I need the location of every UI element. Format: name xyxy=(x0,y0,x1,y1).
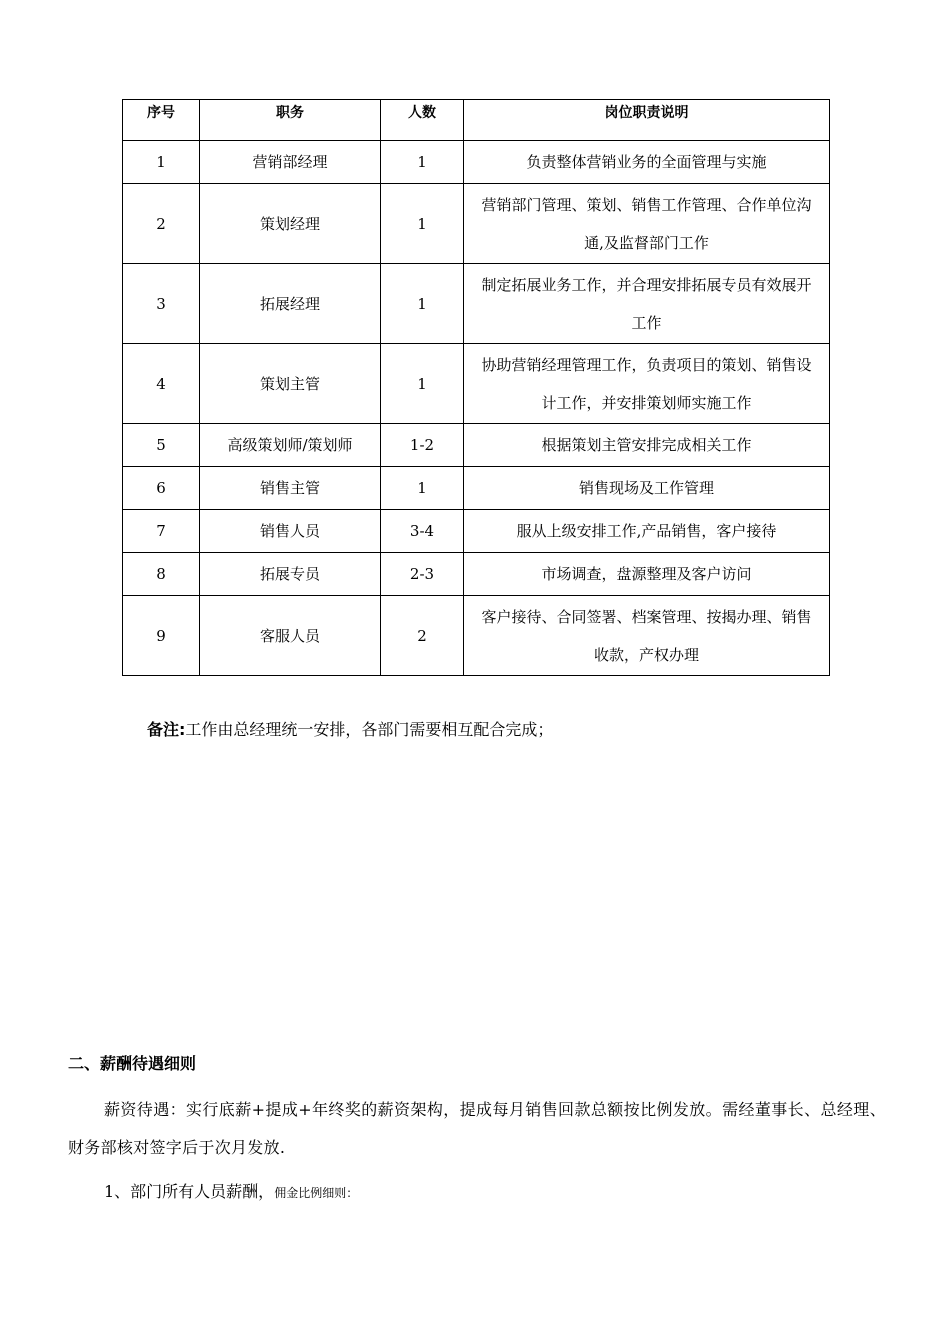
commission-item xyxy=(104,1177,358,1208)
cell-description: 制定拓展业务工作，并合理安排拓展专员有效展开工作 xyxy=(464,264,830,344)
cell-count: 1 xyxy=(381,467,464,510)
cell-position: 销售主管 xyxy=(200,467,381,510)
cell-index: 6 xyxy=(123,467,200,510)
cell-description: 负责整体营销业务的全面管理与实施 xyxy=(464,141,830,184)
cell-count: 1 xyxy=(381,344,464,424)
table-row xyxy=(123,467,830,510)
cell-index: 7 xyxy=(123,510,200,553)
cell-index: 2 xyxy=(123,184,200,264)
cell-position: 客服人员 xyxy=(200,596,381,676)
table-note xyxy=(147,716,553,744)
cell-description: 服从上级安排工作,产品销售，客户接待 xyxy=(464,510,830,553)
table-row xyxy=(123,344,830,424)
cell-position: 拓展经理 xyxy=(200,264,381,344)
cell-position: 拓展专员 xyxy=(200,553,381,596)
cell-count: 2-3 xyxy=(381,553,464,596)
cell-description: 销售现场及工作管理 xyxy=(464,467,830,510)
cell-position: 营销部经理 xyxy=(200,141,381,184)
commission-item-note: 佣金比例细则： xyxy=(274,1186,359,1200)
table-header-row xyxy=(123,100,830,141)
table-row xyxy=(123,510,830,553)
table-row xyxy=(123,553,830,596)
cell-count: 2 xyxy=(381,596,464,676)
commission-item-main: 1、部门所有人员薪酬， xyxy=(104,1182,275,1201)
table-row xyxy=(123,596,830,676)
cell-position: 策划经理 xyxy=(200,184,381,264)
cell-index: 5 xyxy=(123,424,200,467)
cell-index: 8 xyxy=(123,553,200,596)
cell-position: 销售人员 xyxy=(200,510,381,553)
cell-index: 4 xyxy=(123,344,200,424)
cell-index: 3 xyxy=(123,264,200,344)
header-description: 岗位职责说明 xyxy=(464,100,830,141)
section-heading: 二、薪酬待遇细则 xyxy=(68,1054,197,1073)
header-count: 人数 xyxy=(381,100,464,141)
cell-description: 营销部门管理、策划、销售工作管理、合作单位沟通,及监督部门工作 xyxy=(464,184,830,264)
note-label: 备注: xyxy=(147,720,186,739)
cell-description: 市场调查，盘源整理及客户访问 xyxy=(464,553,830,596)
cell-count: 1 xyxy=(381,184,464,264)
cell-position: 高级策划师/策划师 xyxy=(200,424,381,467)
cell-count: 3-4 xyxy=(381,510,464,553)
header-position: 职务 xyxy=(200,100,381,141)
table-row xyxy=(123,264,830,344)
cell-count: 1-2 xyxy=(381,424,464,467)
table-row xyxy=(123,424,830,467)
table-row xyxy=(123,184,830,264)
cell-index: 1 xyxy=(123,141,200,184)
cell-position: 策划主管 xyxy=(200,344,381,424)
cell-description: 协助营销经理管理工作，负责项目的策划、销售设计工作，并安排策划师实施工作 xyxy=(464,344,830,424)
cell-count: 1 xyxy=(381,141,464,184)
cell-index: 9 xyxy=(123,596,200,676)
table-row xyxy=(123,141,830,184)
note-text: 工作由总经理统一安排，各部门需要相互配合完成； xyxy=(185,720,554,739)
cell-description: 客户接待、合同签署、档案管理、按揭办理、销售收款，产权办理 xyxy=(464,596,830,676)
staff-duties-table xyxy=(122,99,830,676)
header-index: 序号 xyxy=(123,100,200,141)
cell-count: 1 xyxy=(381,264,464,344)
salary-paragraph: 薪资待遇：实行底薪+提成+年终奖的薪资架构，提成每月销售回款总额按比例发放。需经董事长、总经理、财务部核对签字后于次月发放. xyxy=(68,1100,886,1157)
cell-description: 根据策划主管安排完成相关工作 xyxy=(464,424,830,467)
